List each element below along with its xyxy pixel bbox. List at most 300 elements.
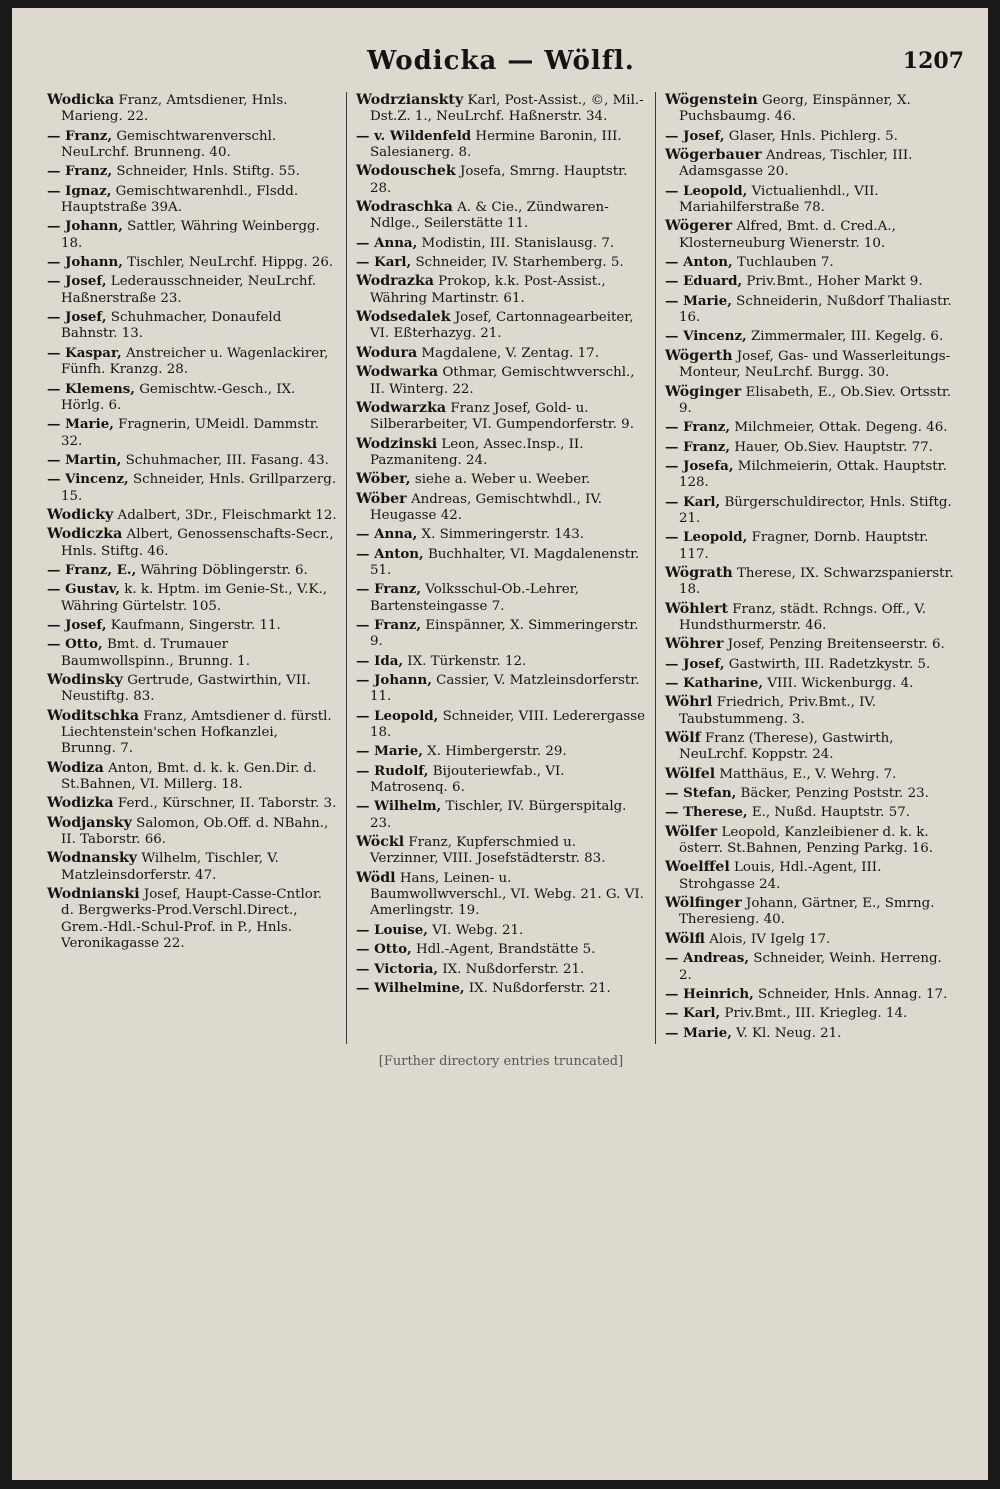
entry-name: Martin, [65,451,122,468]
directory-sub-entry [356,653,646,670]
entry-details: E., Nußd. Hauptstr. 57. [751,805,910,821]
directory-entry [47,760,337,794]
directory-entry [356,491,646,525]
directory-entry [356,400,646,434]
entry-dash: — [665,675,684,691]
entry-dash: — [356,526,375,543]
entry-details: A. & Cie., Zündwaren-Ndlge., Seilerstätte 11. [370,200,609,232]
directory-entry [665,895,955,929]
entry-details: Hauer, Ob.Siev. Hauptstr. 77. [734,439,933,455]
entry-details: Tischler, NeuLrchf. Hippg. 26. [127,255,334,271]
directory-sub-entry [665,273,955,290]
entry-details: Josef, Cartonnagearbeiter, VI. Eßterhazyg. 21. [370,310,634,342]
entry-details: V. Kl. Neug. 21. [736,1025,842,1041]
directory-sub-entry [47,381,337,415]
entry-details: Milchmeier, Ottak. Degeng. 46. [734,420,948,436]
entry-dash: — [47,451,66,468]
entry-details: Zimmermaler, III. Kegelg. 6. [750,329,944,345]
directory-sub-entry [47,128,337,162]
entry-details: Franz Josef, Gold- u. Silberarbeiter, VI. Gumpendorferstr. 9. [370,400,634,433]
directory-sub-entry [47,163,337,180]
entry-details: Schneider, IV. Starhemberg. 5. [415,255,624,271]
entry-name: Marie, [374,743,423,760]
entry-details: Franz (Therese), Gastwirth, NeuLrchf. Koppstr. 24. [679,731,894,763]
entry-dash: — [47,218,66,235]
directory-entry [665,931,955,948]
entry-name: Wodnianski [47,886,140,903]
entry-name: Johann, [374,672,432,688]
entry-name: Ida, [374,652,404,669]
entry-details: Schneider, VIII. Lederergasse 18. [370,708,645,741]
entry-name: Otto, [374,941,412,958]
entry-details: Gemischtwarenhdl., Flsdd. Hauptstraße 39A. [61,183,299,216]
column-2 [346,92,655,1044]
entry-dash: — [47,127,66,144]
entry-name: Wöber, [356,471,411,488]
entry-dash: — [356,254,375,271]
entry-name: Karl, [683,1005,721,1022]
entry-name: Ignaz, [65,182,112,199]
entry-dash: — [356,798,375,815]
running-title: Wodicka — Wölfl. [367,46,635,76]
entry-details: Buchhalter, VI. Magdalenenstr. 51. [370,546,640,578]
entry-details: Alfred, Bmt. d. Cred.A., Klosterneuburg Wienerstr. 10. [679,219,896,251]
entry-dash: — [665,292,684,309]
entry-name: Wöckl [356,834,405,851]
directory-sub-entry [665,785,955,802]
entry-name: Marie, [683,292,732,309]
directory-entry [356,471,646,488]
entry-details: Ferd., Kürschner, II. Taborstr. 3. [117,796,337,812]
entry-name: Wögerbauer [665,147,762,164]
directory-entry [665,601,955,635]
entry-details: Milchmeierin, Ottak. Hauptstr. 128. [679,458,947,491]
entry-dash: — [47,416,66,433]
entry-details: Bäcker, Penzing Poststr. 23. [740,786,929,802]
entry-details: Friedrich, Priv.Bmt., IV. Taubstummeng. 3. [679,695,876,727]
entry-dash: — [356,581,375,598]
entry-details: Matthäus, E., V. Wehrg. 7. [719,766,897,782]
entry-details: Franz, städt. Rchngs. Off., V. Hundsthurmerstr. 46. [679,601,926,633]
entry-details: Bürgerschuldirector, Hnls. Stiftg. 21. [679,494,952,526]
directory-sub-entry [47,452,337,469]
entry-name: Wodraschka [356,199,453,216]
entry-dash: — [665,438,684,455]
entry-dash: — [665,1005,684,1022]
directory-entry [47,526,337,560]
directory-sub-entry [356,941,646,958]
entry-details: Hans, Leinen- u. Baumwollwverschl., VI. Webg. 21. G. VI. Amerlingstr. 19. [370,870,644,919]
entry-details: Leopold, Kanzleibiener d. k. k. österr. St.Bahnen, Penzing Parkg. 16. [679,824,934,857]
entry-details: X. Himbergerstr. 29. [427,744,567,760]
entry-name: Wölf [665,730,701,747]
entry-dash: — [356,921,375,938]
entry-name: Louise, [374,921,428,938]
entry-dash: — [665,1024,684,1041]
entry-name: Wöhrl [665,694,713,711]
directory-entry [356,92,646,126]
entry-dash: — [665,655,684,672]
entry-name: Wögenstein [665,92,758,108]
entry-details: Volksschul-Ob.-Lehrer, Bartensteingasse 7. [370,582,579,614]
entry-dash: — [356,979,375,996]
directory-sub-entry [356,581,646,615]
directory-sub-entry [356,617,646,651]
directory-entry [47,92,337,126]
entry-dash: — [47,163,66,180]
entry-name: Marie, [65,416,114,433]
entry-name: Wodwarka [356,364,439,381]
entry-details: Lederausschneider, NeuLrchf. Haßnerstraße 23. [61,274,317,306]
entry-name: Wodiczka [47,526,123,543]
directory-entry [47,672,337,706]
entry-name: Wölfel [665,765,716,782]
directory-sub-entry [47,581,337,615]
entry-details: Währing Döblingerstr. 6. [140,562,308,578]
entry-details: Schneiderin, Nußdorf Thaliastr. 16. [679,293,952,326]
directory-entry [356,273,646,307]
directory-sub-entry [665,293,955,327]
entry-details: k. k. Hptm. im Genie-St., V.K., Währing Gürtelstr. 105. [61,582,327,614]
directory-entry [47,886,337,952]
directory-sub-entry [665,529,955,563]
directory-entry [665,348,955,382]
directory-entry [47,507,337,524]
entry-dash: — [47,344,66,361]
directory-sub-entry [665,494,955,528]
entry-details: Georg, Einspänner, X. Puchsbaumg. 46. [679,93,911,125]
entry-dash: — [47,380,66,397]
entry-details: Josef, Penzing Breitenseerstr. 6. [727,637,945,653]
entry-details: Andreas, Tischler, III. Adamsgasse 20. [679,148,913,180]
entry-dash: — [47,273,66,290]
entry-name: Wöginger [665,383,742,400]
directory-sub-entry [356,743,646,760]
entry-name: Wodiza [47,759,104,776]
directory-sub-entry [356,961,646,978]
entry-details: Sattler, Währing Weinbergg. 18. [61,219,320,251]
directory-sub-entry [665,439,955,456]
directory-sub-entry [356,922,646,939]
entry-details: Therese, IX. Schwarzspanierstr. 18. [679,565,954,598]
entry-name: Wodrzianskty [356,92,464,108]
entry-dash: — [665,273,684,290]
entry-details: Albert, Genossenschafts-Secr., Hnls. Stiftg. 46. [61,527,334,559]
directory-sub-entry [665,1005,955,1022]
entry-name: Marie, [683,1024,732,1041]
entry-name: Wöhlert [665,600,728,617]
entry-dash: — [356,762,375,779]
entry-details: Josef, Haupt-Casse-Cntlor. d. Bergwerks-Prod.Verschl.Direct., Grem.-Hdl.-Schul-Prof. in P., Hnls. Veronikagasse 22. [61,887,323,952]
entry-name: Heinrich, [683,985,754,1002]
entry-details: Prokop, k.k. Post-Assist., Währing Martinstr. 61. [370,274,606,306]
entry-details: Franz, Kupferschmied u. Verzinner, VIII. Josefstädterstr. 83. [370,835,606,867]
entry-name: Andreas, [683,950,750,967]
entry-name: Josef, [65,273,107,290]
directory-entry [356,309,646,343]
entry-name: Anton, [374,545,424,562]
entry-name: Franz, [683,419,731,436]
entry-name: Wögerer [665,218,733,235]
entry-name: Wodjansky [47,814,132,831]
directory-entry [665,92,955,126]
entry-dash: — [665,804,684,821]
entry-details: Schneider, Weinh. Herreng. 2. [679,951,942,983]
entry-dash: — [47,309,66,326]
entry-details: Anton, Bmt. d. k. k. Gen.Dir. d. St.Bahnen, VI. Millerg. 18. [61,760,317,793]
entry-name: Vincenz, [65,471,129,488]
entry-name: Wodwarzka [356,399,447,416]
entry-dash: — [47,254,66,271]
entry-name: Leopold, [374,707,439,724]
entry-name: Victoria, [374,960,439,977]
entry-name: Franz, [374,616,422,633]
entry-dash: — [47,581,66,598]
entry-details: Franz, Amtsdiener d. fürstl. Liechtenstein'schen Hofkanzlei, Brunng. 7. [61,708,332,757]
entry-details: Adalbert, 3Dr., Fleischmarkt 12. [117,507,337,523]
directory-entry [665,730,955,764]
entry-dash: — [356,743,375,760]
entry-dash: — [356,672,375,688]
entry-name: Leopold, [683,529,748,546]
entry-details: Glaser, Hnls. Pichlerg. 5. [728,128,898,144]
directory-sub-entry [356,254,646,271]
entry-details: Tischler, IV. Bürgerspitalg. 23. [370,799,627,831]
entry-dash: — [665,457,684,474]
directory-sub-entry [665,950,955,984]
entry-name: Josef, [65,616,107,633]
entry-dash: — [356,234,375,251]
entry-name: Karl, [683,493,721,510]
directory-sub-entry [356,128,646,162]
entry-dash: — [47,636,66,653]
entry-details: Johann, Gärtner, E., Smrng. Theresieng. 40. [679,896,935,928]
directory-entry [665,824,955,858]
entry-details: VIII. Wickenburgg. 4. [767,676,914,691]
directory-sub-entry [665,986,955,1003]
columns [38,92,964,1044]
directory-sub-entry [665,675,955,692]
entry-details: IX. Nußdorferstr. 21. [442,961,585,977]
entry-details: Magdalene, V. Zentag. 17. [421,345,599,361]
entry-name: Johann, [65,254,123,271]
directory-sub-entry [665,1025,955,1042]
directory-sub-entry [356,708,646,742]
directory-sub-entry [47,254,337,271]
entry-name: Wodura [356,344,418,361]
directory-sub-entry [47,562,337,579]
directory-entry [665,218,955,252]
entry-details: Gastwirth, III. Radetzkystr. 5. [728,656,931,672]
entry-name: Franz, E., [65,561,137,578]
directory-sub-entry [356,526,646,543]
entry-dash: — [665,493,684,510]
entry-name: Josefa, [683,457,734,474]
directory-sub-entry [356,798,646,832]
entry-details: Gemischtwarenverschl. NeuLrchf. Brunneng. 40. [61,128,277,161]
entry-name: Wodsedalek [356,309,451,326]
entry-name: Woditschka [47,707,140,724]
entry-name: Johann, [65,218,123,235]
directory-entry [665,636,955,653]
entry-details: Josef, Gas- und Wasserleitungs-Monteur, NeuLrchf. Burgg. 30. [679,348,951,381]
entry-dash: — [665,985,684,1002]
entry-details: Schuhmacher, III. Fasang. 43. [125,452,329,468]
directory-page [12,8,988,1480]
directory-sub-entry [665,419,955,436]
entry-name: Rudolf, [374,762,429,779]
entry-details: Cassier, V. Matzleinsdorferstr. 11. [370,673,640,705]
entry-details: Salomon, Ob.Off. d. NBahn., II. Taborstr. 66. [61,815,329,848]
directory-entry [665,766,955,783]
entry-details: Schneider, Hnls. Grillparzerg. 15. [61,472,337,504]
directory-sub-entry [665,254,955,271]
entry-details: X. Simmeringerstr. 143. [421,527,585,543]
entry-name: Wölfer [665,823,718,840]
directory-sub-entry [356,763,646,797]
entry-name: Wodrazka [356,273,434,290]
entry-dash: — [665,529,684,546]
directory-sub-entry [356,980,646,997]
entry-dash: — [356,127,375,144]
entry-dash: — [47,182,66,199]
entry-name: Franz, [683,438,731,455]
directory-sub-entry [47,345,337,379]
entry-details: Hermine Baronin, III. Salesianerg. 8. [370,128,622,161]
page-header [38,46,964,86]
directory-sub-entry [356,235,646,252]
entry-details: Priv.Bmt., III. Kriegleg. 14. [724,1006,908,1022]
column-1 [38,92,346,1044]
directory-entry [665,384,955,418]
entry-dash: — [665,328,684,345]
entry-dash: — [356,545,375,562]
directory-sub-entry [47,183,337,217]
entry-details: Karl, Post-Assist., ©, Mil.-Dst.Z. 1., NeuLrchf. Haßnerstr. 34. [370,93,644,125]
entry-dash: — [356,707,375,724]
directory-sub-entry [356,546,646,580]
entry-details: Louis, Hdl.-Agent, III. Strohgasse 24. [679,860,882,892]
directory-entry [47,850,337,884]
entry-details: Fragner, Dornb. Hauptstr. 117. [679,530,929,562]
entry-name: Wodicka [47,92,115,108]
directory-sub-entry [665,183,955,217]
entry-dash: — [665,950,684,967]
entry-name: Franz, [65,127,113,144]
entry-dash: — [665,785,684,802]
entry-name: Wodnansky [47,850,138,867]
entry-dash: — [356,616,375,633]
entry-details: Priv.Bmt., Hoher Markt 9. [746,274,923,290]
entry-details: Franz, Amtsdiener, Hnls. Marieng. 22. [61,93,288,125]
directory-entry [665,694,955,728]
directory-entry [356,345,646,362]
entry-details: Victualienhdl., VII. Mariahilferstraße 78. [679,183,879,216]
entry-name: Wögrath [665,564,733,581]
entry-details: Gemischtw.-Gesch., IX. Hörlg. 6. [61,381,296,413]
directory-sub-entry [47,471,337,505]
entry-details: Fragnerin, UMeidl. Dammstr. 32. [61,417,319,449]
entry-dash: — [47,561,66,578]
directory-sub-entry [47,416,337,450]
entry-dash: — [356,652,375,669]
directory-sub-entry [47,309,337,343]
entry-dash: — [47,471,66,488]
entry-details: Bijouteriewfab., VI. Matrosenq. 6. [370,763,565,796]
entry-details: Elisabeth, E., Ob.Siev. Ortsstr. 9. [679,384,952,416]
directory-entry [665,147,955,181]
entry-details: Modistin, III. Stanislausg. 7. [421,235,615,251]
entry-name: Josef, [65,309,107,326]
entry-name: Wodzinski [356,435,438,452]
entry-details: Hdl.-Agent, Brandstätte 5. [415,942,596,958]
directory-entry [356,163,646,197]
entry-details: Leon, Assec.Insp., II. Pazmaniteng. 24. [370,436,584,468]
directory-entry [356,199,646,233]
entry-name: Woelffel [665,859,730,876]
entry-name: v. Wildenfeld [374,127,472,144]
directory-sub-entry [47,617,337,634]
entry-name: Wöber [356,490,407,507]
entry-name: Karl, [374,254,412,271]
entry-name: Kaspar, [65,344,122,361]
entry-details: Gertrude, Gastwirthin, VII. Neustiftg. 83. [61,673,311,705]
entry-dash: — [356,960,375,977]
entry-name: Klemens, [65,380,135,397]
entry-name: Katharine, [683,675,764,691]
entry-details: Kaufmann, Singerstr. 11. [110,617,281,633]
entry-name: Leopold, [683,182,748,199]
directory-entry [665,859,955,893]
directory-entry [47,795,337,812]
entry-details: Wilhelm, Tischler, V. Matzleinsdorferstr. 47. [61,851,279,883]
directory-sub-entry [665,128,955,145]
entry-dash: — [47,616,66,633]
entry-details: Bmt. d. Trumauer Baumwollspinn., Brunng. 1. [61,637,250,669]
entry-details: Alois, IV Igelg 17. [709,931,831,947]
entry-details: Anstreicher u. Wagenlackirer, Fünfh. Kranzg. 28. [61,345,329,378]
column-3 [655,92,964,1044]
entry-name: Wodizka [47,795,114,812]
entry-details: Einspänner, X. Simmeringerstr. 9. [370,617,639,650]
entry-details: VI. Webg. 21. [432,922,524,938]
entry-details: IX. Nußdorferstr. 21. [468,980,611,996]
directory-sub-entry [47,273,337,307]
page-number: 1207 [902,48,964,74]
entry-name: Anna, [374,526,418,543]
entry-details: Othmar, Gemischtwverschl., II. Winterg. 22. [370,365,635,397]
entry-name: Stefan, [683,785,737,802]
entry-dash: — [356,941,375,958]
entry-details: Josefa, Smrng. Hauptstr. 28. [370,164,628,196]
entry-name: Wilhelmine, [374,979,465,996]
entry-details: IX. Türkenstr. 12. [407,653,527,669]
entry-details: Schneider, Hnls. Annag. 17. [758,986,948,1002]
entry-details: Tuchlauben 7. [736,255,834,271]
directory-sub-entry [665,458,955,492]
entry-name: Wögerth [665,347,733,364]
entry-name: Eduard, [683,273,743,290]
entry-name: Vincenz, [683,328,747,345]
directory-sub-entry [356,672,646,706]
entry-dash: — [665,419,684,436]
entry-name: Otto, [65,636,103,653]
entry-name: Franz, [65,163,113,180]
entry-details: Schneider, Hnls. Stiftg. 55. [116,164,300,180]
entry-details: Schuhmacher, Donaufeld Bahnstr. 13. [61,310,282,342]
entry-name: Therese, [683,804,748,821]
directory-entry [47,815,337,849]
